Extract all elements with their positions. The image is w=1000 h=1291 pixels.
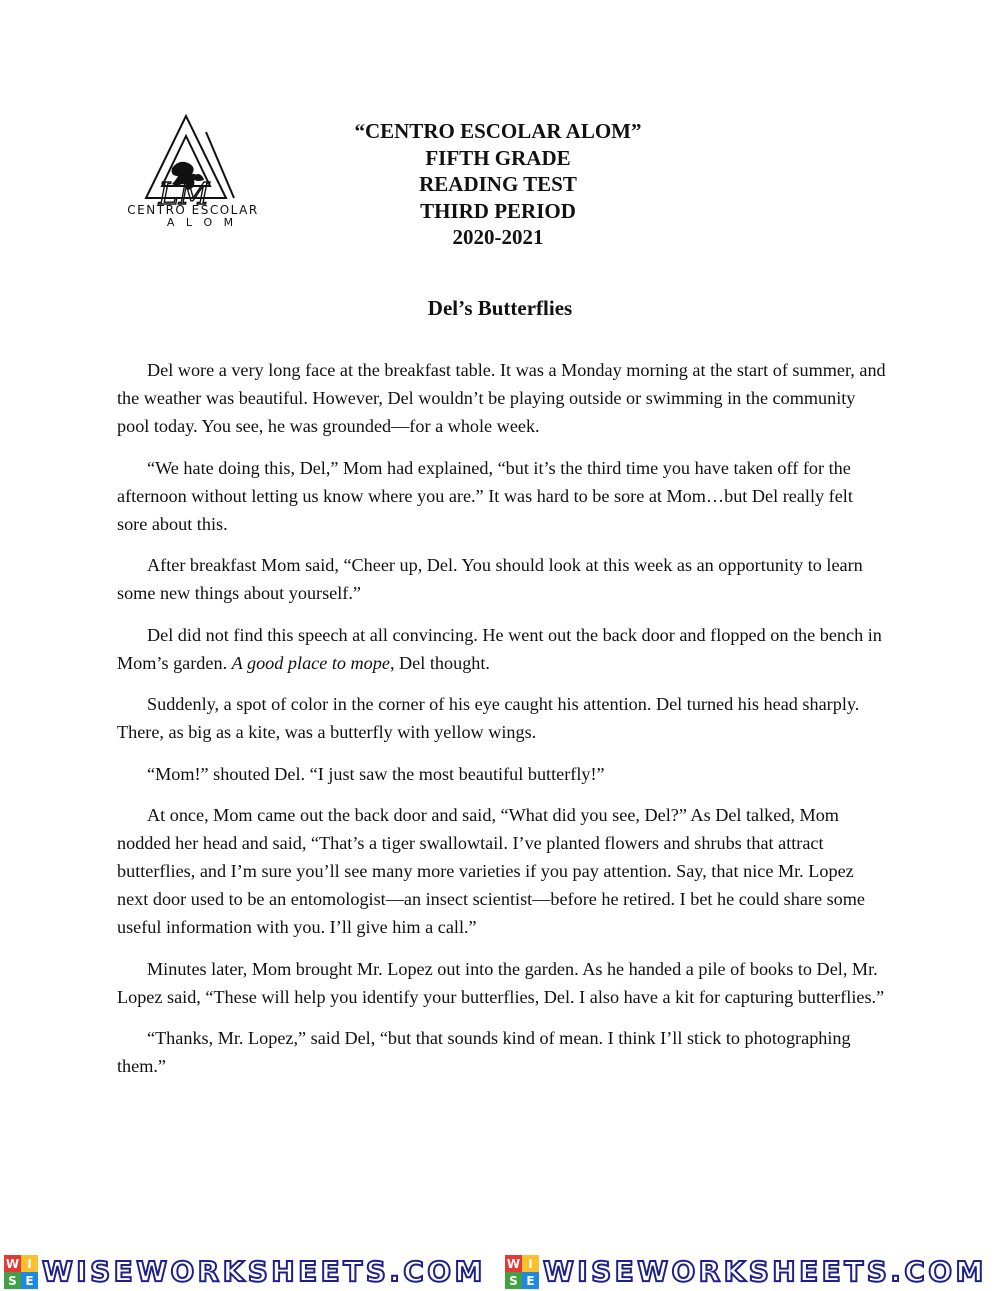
brand-logo-letter: E xyxy=(522,1272,539,1289)
logo-alom-text: A L O M xyxy=(166,216,238,229)
test-type: READING TEST xyxy=(419,172,577,196)
test-header xyxy=(300,118,696,251)
logo-school-name: CENTRO ESCOLAR xyxy=(127,203,259,217)
story-paragraph-6: “Mom!” shouted Del. “I just saw the most beautiful butterfly!” xyxy=(147,763,605,784)
logo-monogram: LM xyxy=(158,177,210,212)
brand-logo-letter: I xyxy=(21,1255,38,1272)
school-year: 2020-2021 xyxy=(452,225,544,249)
watermark-text: WISEWORKSHEETS.COM xyxy=(42,1255,486,1288)
watermark-brand xyxy=(505,1255,987,1289)
story-body xyxy=(117,356,887,1094)
story-paragraph-4-start: Del did not find this speech at all convincing. He went out the back door and flopped on the bench in Mom’s garden. xyxy=(117,624,882,673)
brand-logo-letter: W xyxy=(506,1256,521,1271)
story-paragraph-3: After breakfast Mom said, “Cheer up, Del. You should look at this week as an opportunity to learn some new things about yourself.” xyxy=(117,555,863,603)
story-paragraph-7: At once, Mom came out the back door and said, “What did you see, Del?” As Del talked, Mom nodded her head and said, “That’s a tiger swallowtail. I’ve planted flowers and shrubs that attract butterflies, and I’m sure you’ll see many more varieties if you pay attention. Say, that nice Mr. Lopez next door used to be an entomologist—an insect scientist—before he retired. I bet he could share some useful information with you. I’ll give him a call.” xyxy=(117,805,865,937)
test-period: THIRD PERIOD xyxy=(420,198,576,223)
story-paragraph-8: Minutes later, Mom brought Mr. Lopez out into the garden. As he handed a pile of books to Del, Mr. Lopez said, “These will help you identify your butterflies, Del. I also have a kit for capturing butterflies.” xyxy=(117,958,885,1007)
story-paragraph-5: Suddenly, a spot of color in the corner of his eye caught his attention. Del turned his head sharply. There, as big as a kite, was a butterfly with yellow wings. xyxy=(117,694,860,742)
watermark-footer xyxy=(0,1252,1000,1291)
story-paragraph-4-end: , Del thought. xyxy=(389,652,490,673)
watermark-brand xyxy=(4,1255,486,1289)
story-title: Del’s Butterflies xyxy=(427,296,573,320)
story-paragraph-4-italic: A good place to mope xyxy=(231,652,390,673)
school-name: “CENTRO ESCOLAR ALOM” xyxy=(354,119,642,143)
story-paragraph-1: Del wore a very long face at the breakfast table. It was a Monday morning at the start of summer, and the weather was beautiful. However, Del wouldn’t be playing outside or swimming in the community pool today. You see, he was grounded—for a whole week. xyxy=(117,360,886,436)
story-paragraph-4 xyxy=(117,621,887,677)
brand-logo-letter: E xyxy=(21,1272,38,1289)
brand-logo-letter: W xyxy=(5,1256,20,1271)
brand-logo-letter: S xyxy=(505,1272,522,1289)
brand-logo-icon xyxy=(4,1255,38,1289)
brand-logo-icon xyxy=(505,1255,539,1289)
school-logo xyxy=(102,112,284,232)
brand-logo-letter: S xyxy=(4,1272,21,1289)
story-paragraph-9: “Thanks, Mr. Lopez,” said Del, “but that sounds kind of mean. I think I’ll stick to photographing them.” xyxy=(117,1028,851,1076)
story-paragraph-2: “We hate doing this, Del,” Mom had explained, “but it’s the third time you have taken off for the afternoon without letting us know where you are.” It was hard to be sore at Mom…but Del really felt sore about this. xyxy=(117,457,853,534)
brand-logo-letter: I xyxy=(522,1255,539,1272)
grade-level: FIFTH GRADE xyxy=(425,145,571,170)
watermark-text: WISEWORKSHEETS.COM xyxy=(543,1255,987,1288)
